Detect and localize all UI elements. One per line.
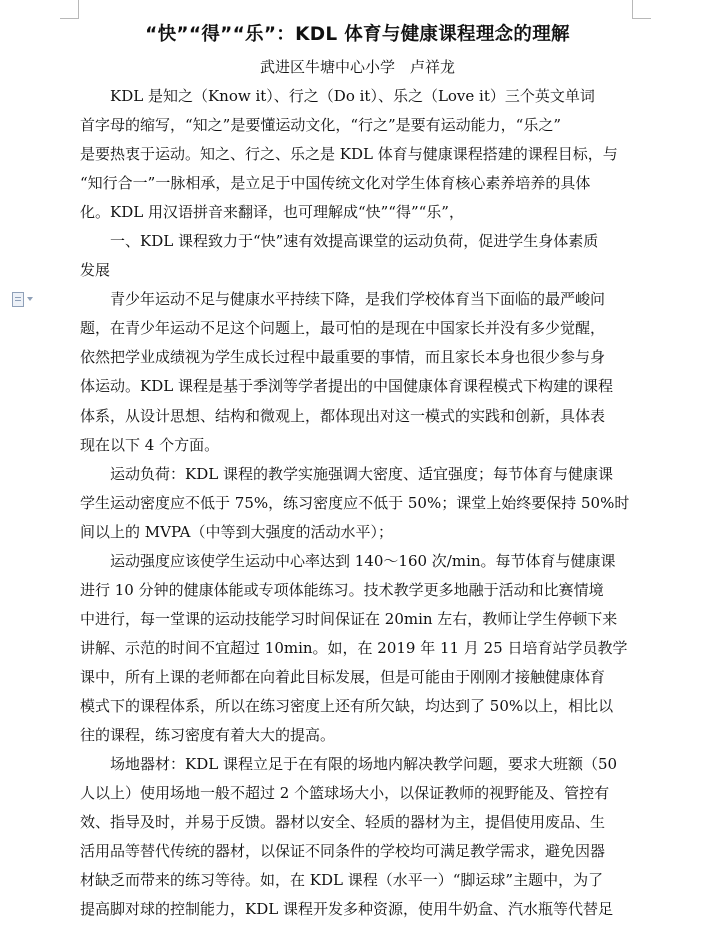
- paragraph-exercise-load: [80, 460, 635, 547]
- chevron-down-icon: [27, 297, 33, 301]
- text-line: 学生运动密度应不低于 75%，练习密度应不低于 50%；课堂上始终要保持 50%时: [80, 493, 630, 512]
- text-line: “知行合一”一脉相承，是立足于中国传统文化对学生体育核心素养培养的具体: [80, 174, 591, 193]
- document-body: [80, 17, 635, 924]
- text-line: 运动强度应该使学生运动中心率达到 140～160 次/min。每节体育与健康课: [110, 551, 616, 570]
- text-line: KDL 是知之（Know it）、行之（Do it）、乐之（Love it）三个英文单词: [110, 87, 595, 105]
- text-line: 体系，从设计思想、结构和微观上，都体现出对这一模式的实践和创新，具体表: [80, 406, 606, 425]
- text-line: 体运动。KDL 课程是基于季浏等学者提出的中国健康体育课程模式下构建的课程: [80, 377, 613, 396]
- text-line: 讲解、示范的时间不宜超过 10min。如，在 2019 年 11 月 25 日培育站学员教学: [80, 638, 628, 657]
- text-line: 依然把学业成绩视为学生成长过程中最重要的事情，而且家长本身也很少参与身: [80, 348, 606, 367]
- text-line: 化。KDL 用汉语拼音来翻译，也可理解成“快”“得”“乐”，: [80, 203, 464, 222]
- text-line: 首字母的缩写，“知之”是要懂运动文化，“行之”是要有运动能力，“乐之”: [80, 116, 562, 135]
- document-title: “快”“得”“乐”：KDL 体育与健康课程理念的理解: [145, 24, 570, 45]
- paragraph-exercise-intensity: [80, 547, 635, 750]
- paragraph-venue-equipment: [80, 750, 635, 924]
- text-line: 材缺乏而带来的练习等待。如，在 KDL 课程（水平一）“脚运球”主题中，为了: [80, 871, 604, 890]
- text-line: 是要热衷于运动。知之、行之、乐之是 KDL 体育与健康课程搭建的课程目标，与: [80, 145, 618, 164]
- text-line: 进行 10 分钟的健康体能或专项体能练习。技术教学更多地融于活动和比赛情境: [80, 580, 604, 599]
- text-line: 青少年运动不足与健康水平持续下降，是我们学校体育当下面临的最严峻问: [110, 290, 606, 309]
- section-heading-1: [80, 227, 635, 285]
- text-line: 效、指导及时，并易于反馈。器材以安全、轻质的器材为主，提倡使用废品、生: [80, 813, 606, 832]
- text-line: 往的课程，练习密度有着大大的提高。: [80, 726, 336, 745]
- text-line: 一、KDL 课程致力于“快”速有效提高课堂的运动负荷，促进学生身体素质: [110, 232, 599, 251]
- text-line: 发展: [80, 261, 111, 280]
- text-line: 课中，所有上课的老师都在向着此目标发展，但是可能由于刚刚才接触健康体育: [80, 667, 606, 686]
- text-line: 模式下的课程体系，所以在练习密度上还有所欠缺，均达到了 50%以上，相比以: [80, 696, 614, 715]
- text-line: 提高脚对球的控制能力，KDL 课程开发多种资源，使用牛奶盒、汽水瓶等代替足: [80, 900, 613, 919]
- text-line: 运动负荷：KDL 课程的教学实施强调大密度、适宜强度；每节体育与健康课: [110, 464, 613, 483]
- text-line: 人以上）使用场地一般不超过 2 个篮球场大小，以保证教师的视野能及、管控有: [80, 784, 610, 803]
- text-line: 现在以下 4 个方面。: [80, 435, 220, 454]
- paragraph-background: [80, 285, 635, 459]
- text-line: 中进行，每一堂课的运动技能学习时间保证在 20min 左右，教师让学生停顿下来: [80, 609, 618, 628]
- text-line: 题，在青少年运动不足这个问题上，最可怕的是现在中国家长并没有多少觉醒，: [80, 319, 606, 338]
- text-line: 间以上的 MVPA（中等到大强度的活动水平）；: [80, 522, 394, 541]
- document-outline-icon[interactable]: [12, 291, 40, 307]
- text-line: 活用品等替代传统的器材，以保证不同条件的学校均可满足教学需求，避免因器: [80, 842, 606, 861]
- document-author: 武进区牛塘中心小学 卢祥龙: [259, 58, 455, 76]
- paragraph-intro: [80, 82, 635, 227]
- text-line: 场地器材：KDL 课程立足于在有限的场地内解决教学问题，要求大班额（50: [110, 755, 618, 774]
- page-corner-mark-top-left: [60, 0, 79, 19]
- page-icon: [12, 292, 24, 307]
